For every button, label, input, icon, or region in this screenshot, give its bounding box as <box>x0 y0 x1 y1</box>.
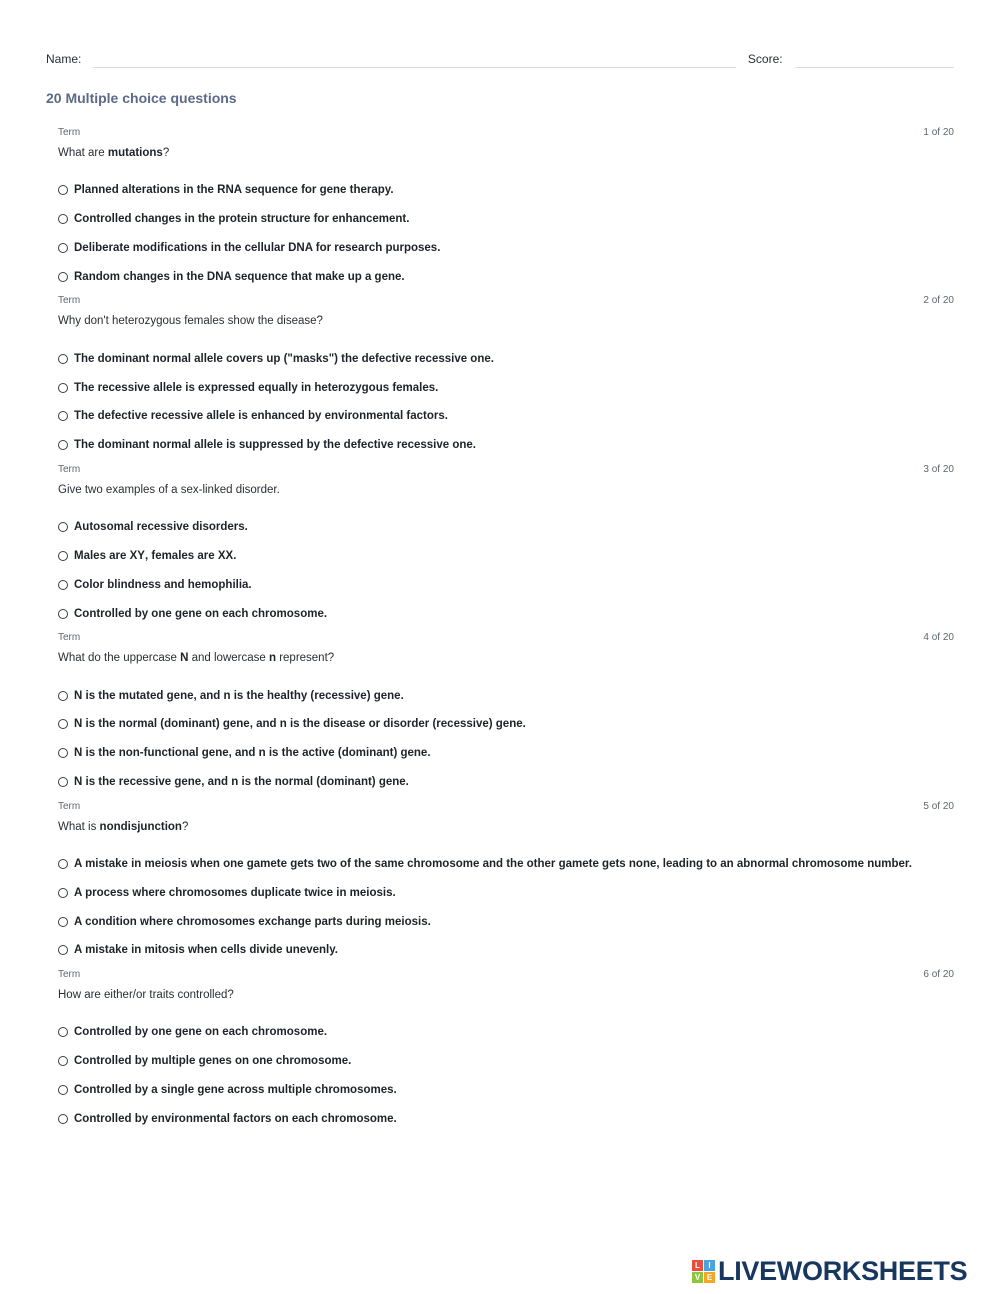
answer-option[interactable] <box>58 373 954 402</box>
header <box>46 48 954 68</box>
text-run: and lowercase <box>188 652 269 665</box>
bold-text: N <box>180 652 189 665</box>
radio-button-icon[interactable] <box>58 917 68 927</box>
radio-button-icon[interactable] <box>58 1027 68 1037</box>
radio-button-icon[interactable] <box>58 1085 68 1095</box>
radio-button-icon[interactable] <box>58 691 68 701</box>
bold-text: mutations <box>107 147 163 159</box>
term-label: Term <box>58 127 81 138</box>
text-run: The dominant normal allele is suppressed by the defective recessive one. <box>74 439 477 452</box>
question-prompt <box>58 989 954 1003</box>
question-header <box>58 632 954 646</box>
answer-option[interactable] <box>58 234 954 263</box>
score-label: Score: <box>747 52 783 66</box>
answer-option[interactable] <box>58 344 954 373</box>
radio-button-icon[interactable] <box>58 748 68 758</box>
question-block <box>58 969 954 1137</box>
text-run: ? <box>181 820 189 833</box>
option-label <box>74 550 236 562</box>
answer-option[interactable] <box>58 878 954 907</box>
option-label <box>74 410 448 422</box>
text-run: How are either/or traits controlled? <box>58 988 234 1001</box>
option-label <box>74 242 440 254</box>
text-run: Color blindness and hemophilia. <box>74 578 252 591</box>
answer-option[interactable] <box>58 599 954 628</box>
option-label <box>74 1055 351 1067</box>
answer-option[interactable] <box>58 1018 954 1047</box>
text-run: Controlled by one gene on each chromosome. <box>74 607 328 620</box>
text-run: Controlled by multiple genes on one chromosome. <box>74 1055 352 1068</box>
question-counter: 3 of 20 <box>923 463 954 475</box>
option-label <box>74 608 327 620</box>
question-counter: 4 of 20 <box>923 632 954 644</box>
option-label <box>74 747 431 759</box>
option-label <box>74 271 405 283</box>
bold-text: XY <box>129 549 145 562</box>
option-label <box>74 944 338 956</box>
question-prompt <box>58 315 954 329</box>
question-block <box>58 801 954 969</box>
question-header <box>58 464 954 478</box>
term-label: Term <box>58 968 81 980</box>
text-run: N is the normal (dominant) gene, and n is the disease or disorder (recessive) gene. <box>74 718 526 731</box>
option-label <box>74 690 404 702</box>
answer-option[interactable] <box>58 1047 954 1076</box>
logo-mark-letter: L <box>692 1260 703 1271</box>
answer-options <box>58 344 954 459</box>
question-header <box>58 295 954 309</box>
text-run: What do the uppercase <box>58 652 181 665</box>
section-title: 20 Multiple choice questions <box>46 90 237 106</box>
text-run: Males are <box>74 549 130 562</box>
answer-option[interactable] <box>58 513 954 542</box>
question-prompt <box>58 652 954 666</box>
logo-mark-letter: I <box>704 1260 715 1271</box>
text-run: Deliberate modifications in the cellular DNA for research purposes. <box>74 241 441 254</box>
question-header <box>58 127 954 141</box>
answer-option[interactable] <box>58 739 954 768</box>
text-run: Planned alterations in the RNA sequence for gene therapy. <box>74 184 394 197</box>
text-run: Autosomal recessive disorders. <box>74 521 248 534</box>
option-label <box>74 521 248 533</box>
radio-button-icon[interactable] <box>58 185 68 195</box>
radio-button-icon[interactable] <box>58 777 68 787</box>
logo-mark-letter: V <box>692 1272 703 1283</box>
question-list <box>58 127 954 1137</box>
option-label <box>74 1084 397 1096</box>
text-run: . <box>233 549 237 562</box>
text-run: N is the non-functional gene, and n is the active (dominant) gene. <box>74 747 431 760</box>
option-label <box>74 1026 327 1038</box>
answer-option[interactable] <box>58 431 954 460</box>
radio-button-icon[interactable] <box>58 214 68 224</box>
answer-option[interactable] <box>58 570 954 599</box>
text-run: A process where chromosomes duplicate twice in meiosis. <box>74 886 396 899</box>
answer-options <box>58 513 954 628</box>
answer-option[interactable] <box>58 205 954 234</box>
answer-option[interactable] <box>58 542 954 571</box>
radio-button-icon[interactable] <box>58 522 68 532</box>
name-label: Name: <box>46 52 82 66</box>
question-header <box>58 969 954 983</box>
liveworksheets-logo <box>692 1256 967 1287</box>
radio-button-icon[interactable] <box>58 354 68 364</box>
answer-options <box>58 1018 954 1133</box>
radio-button-icon[interactable] <box>58 383 68 393</box>
text-run: A mistake in meiosis when one gamete gets two of the same chromosome and the other gamete gets none, leading to an abnormal chromosome number. <box>74 857 912 870</box>
answer-option[interactable] <box>58 681 954 710</box>
question-block <box>58 632 954 800</box>
text-run: ? <box>162 147 170 159</box>
option-label <box>74 858 912 870</box>
answer-options <box>58 850 954 965</box>
logo-mark-icon <box>692 1260 715 1283</box>
text-run: Controlled by one gene on each chromosome. <box>74 1026 328 1039</box>
answer-options <box>58 176 954 291</box>
question-block <box>58 464 954 632</box>
radio-button-icon[interactable] <box>58 580 68 590</box>
answer-options <box>58 681 954 796</box>
text-run: Why don't heterozygous females show the disease? <box>58 315 323 328</box>
bold-text: n <box>268 652 276 665</box>
question-prompt <box>58 821 954 835</box>
question-counter: 6 of 20 <box>923 968 954 980</box>
question-prompt <box>58 147 954 161</box>
option-label <box>74 579 252 591</box>
text-run: , females are <box>144 549 218 562</box>
answer-option[interactable] <box>58 936 954 965</box>
text-run: The dominant normal allele covers up ("masks") the defective recessive one. <box>74 352 494 365</box>
answer-option[interactable] <box>58 1104 954 1133</box>
question-prompt <box>58 484 954 498</box>
radio-button-icon[interactable] <box>58 1056 68 1066</box>
text-run: N is the mutated gene, and n is the healthy (recessive) gene. <box>74 689 404 702</box>
text-run: The defective recessive allele is enhanced by environmental factors. <box>74 410 448 423</box>
option-label <box>74 439 476 451</box>
text-run: Give two examples of a sex-linked disorder. <box>58 483 280 496</box>
term-label: Term <box>58 800 81 812</box>
bold-text: XX <box>217 549 234 562</box>
answer-option[interactable] <box>58 1076 954 1105</box>
radio-button-icon[interactable] <box>58 719 68 729</box>
text-run: What is <box>58 820 100 833</box>
option-label <box>74 184 394 196</box>
question-counter: 5 of 20 <box>923 800 954 812</box>
radio-button-icon[interactable] <box>58 1114 68 1124</box>
option-label <box>74 353 494 365</box>
answer-option[interactable] <box>58 768 954 797</box>
option-label <box>74 1113 397 1125</box>
name-input-line[interactable] <box>93 51 736 68</box>
text-run: N is the recessive gene, and n is the normal (dominant) gene. <box>74 775 409 788</box>
text-run: Random changes in the DNA sequence that make up a gene. <box>74 270 405 283</box>
bold-text: nondisjunction <box>99 820 182 833</box>
question-counter: 2 of 20 <box>923 295 954 307</box>
radio-button-icon[interactable] <box>58 551 68 561</box>
logo-text: LIVEWORKSHEETS <box>718 1256 968 1286</box>
question-block <box>58 295 954 463</box>
radio-button-icon[interactable] <box>58 440 68 450</box>
option-label <box>74 887 396 899</box>
option-label <box>74 718 526 730</box>
logo-mark-letter: E <box>704 1272 715 1283</box>
question-block <box>58 127 954 295</box>
radio-button-icon[interactable] <box>58 859 68 869</box>
text-run: Controlled changes in the protein structure for enhancement. <box>74 213 410 226</box>
answer-option[interactable] <box>58 850 954 879</box>
term-label: Term <box>58 632 81 644</box>
option-label <box>74 213 409 225</box>
answer-option[interactable] <box>58 176 954 205</box>
radio-button-icon[interactable] <box>58 888 68 898</box>
text-run: What are <box>58 147 108 159</box>
answer-option[interactable] <box>58 262 954 291</box>
radio-button-icon[interactable] <box>58 272 68 282</box>
text-run: A mistake in mitosis when cells divide unevenly. <box>74 944 338 957</box>
answer-option[interactable] <box>58 402 954 431</box>
text-run: represent? <box>276 652 335 665</box>
radio-button-icon[interactable] <box>58 411 68 421</box>
radio-button-icon[interactable] <box>58 609 68 619</box>
radio-button-icon[interactable] <box>58 243 68 253</box>
radio-button-icon[interactable] <box>58 945 68 955</box>
option-label <box>74 916 431 928</box>
text-run: Controlled by a single gene across multiple chromosomes. <box>74 1083 397 1096</box>
answer-option[interactable] <box>58 907 954 936</box>
question-header <box>58 801 954 815</box>
score-input-line[interactable] <box>795 51 954 68</box>
term-label: Term <box>58 463 81 475</box>
term-label: Term <box>58 295 81 307</box>
option-label <box>74 382 438 394</box>
text-run: Controlled by environmental factors on each chromosome. <box>74 1112 397 1125</box>
question-counter: 1 of 20 <box>923 127 954 138</box>
answer-option[interactable] <box>58 710 954 739</box>
text-run: A condition where chromosomes exchange parts during meiosis. <box>74 915 431 928</box>
option-label <box>74 776 409 788</box>
text-run: The recessive allele is expressed equally in heterozygous females. <box>74 381 439 394</box>
